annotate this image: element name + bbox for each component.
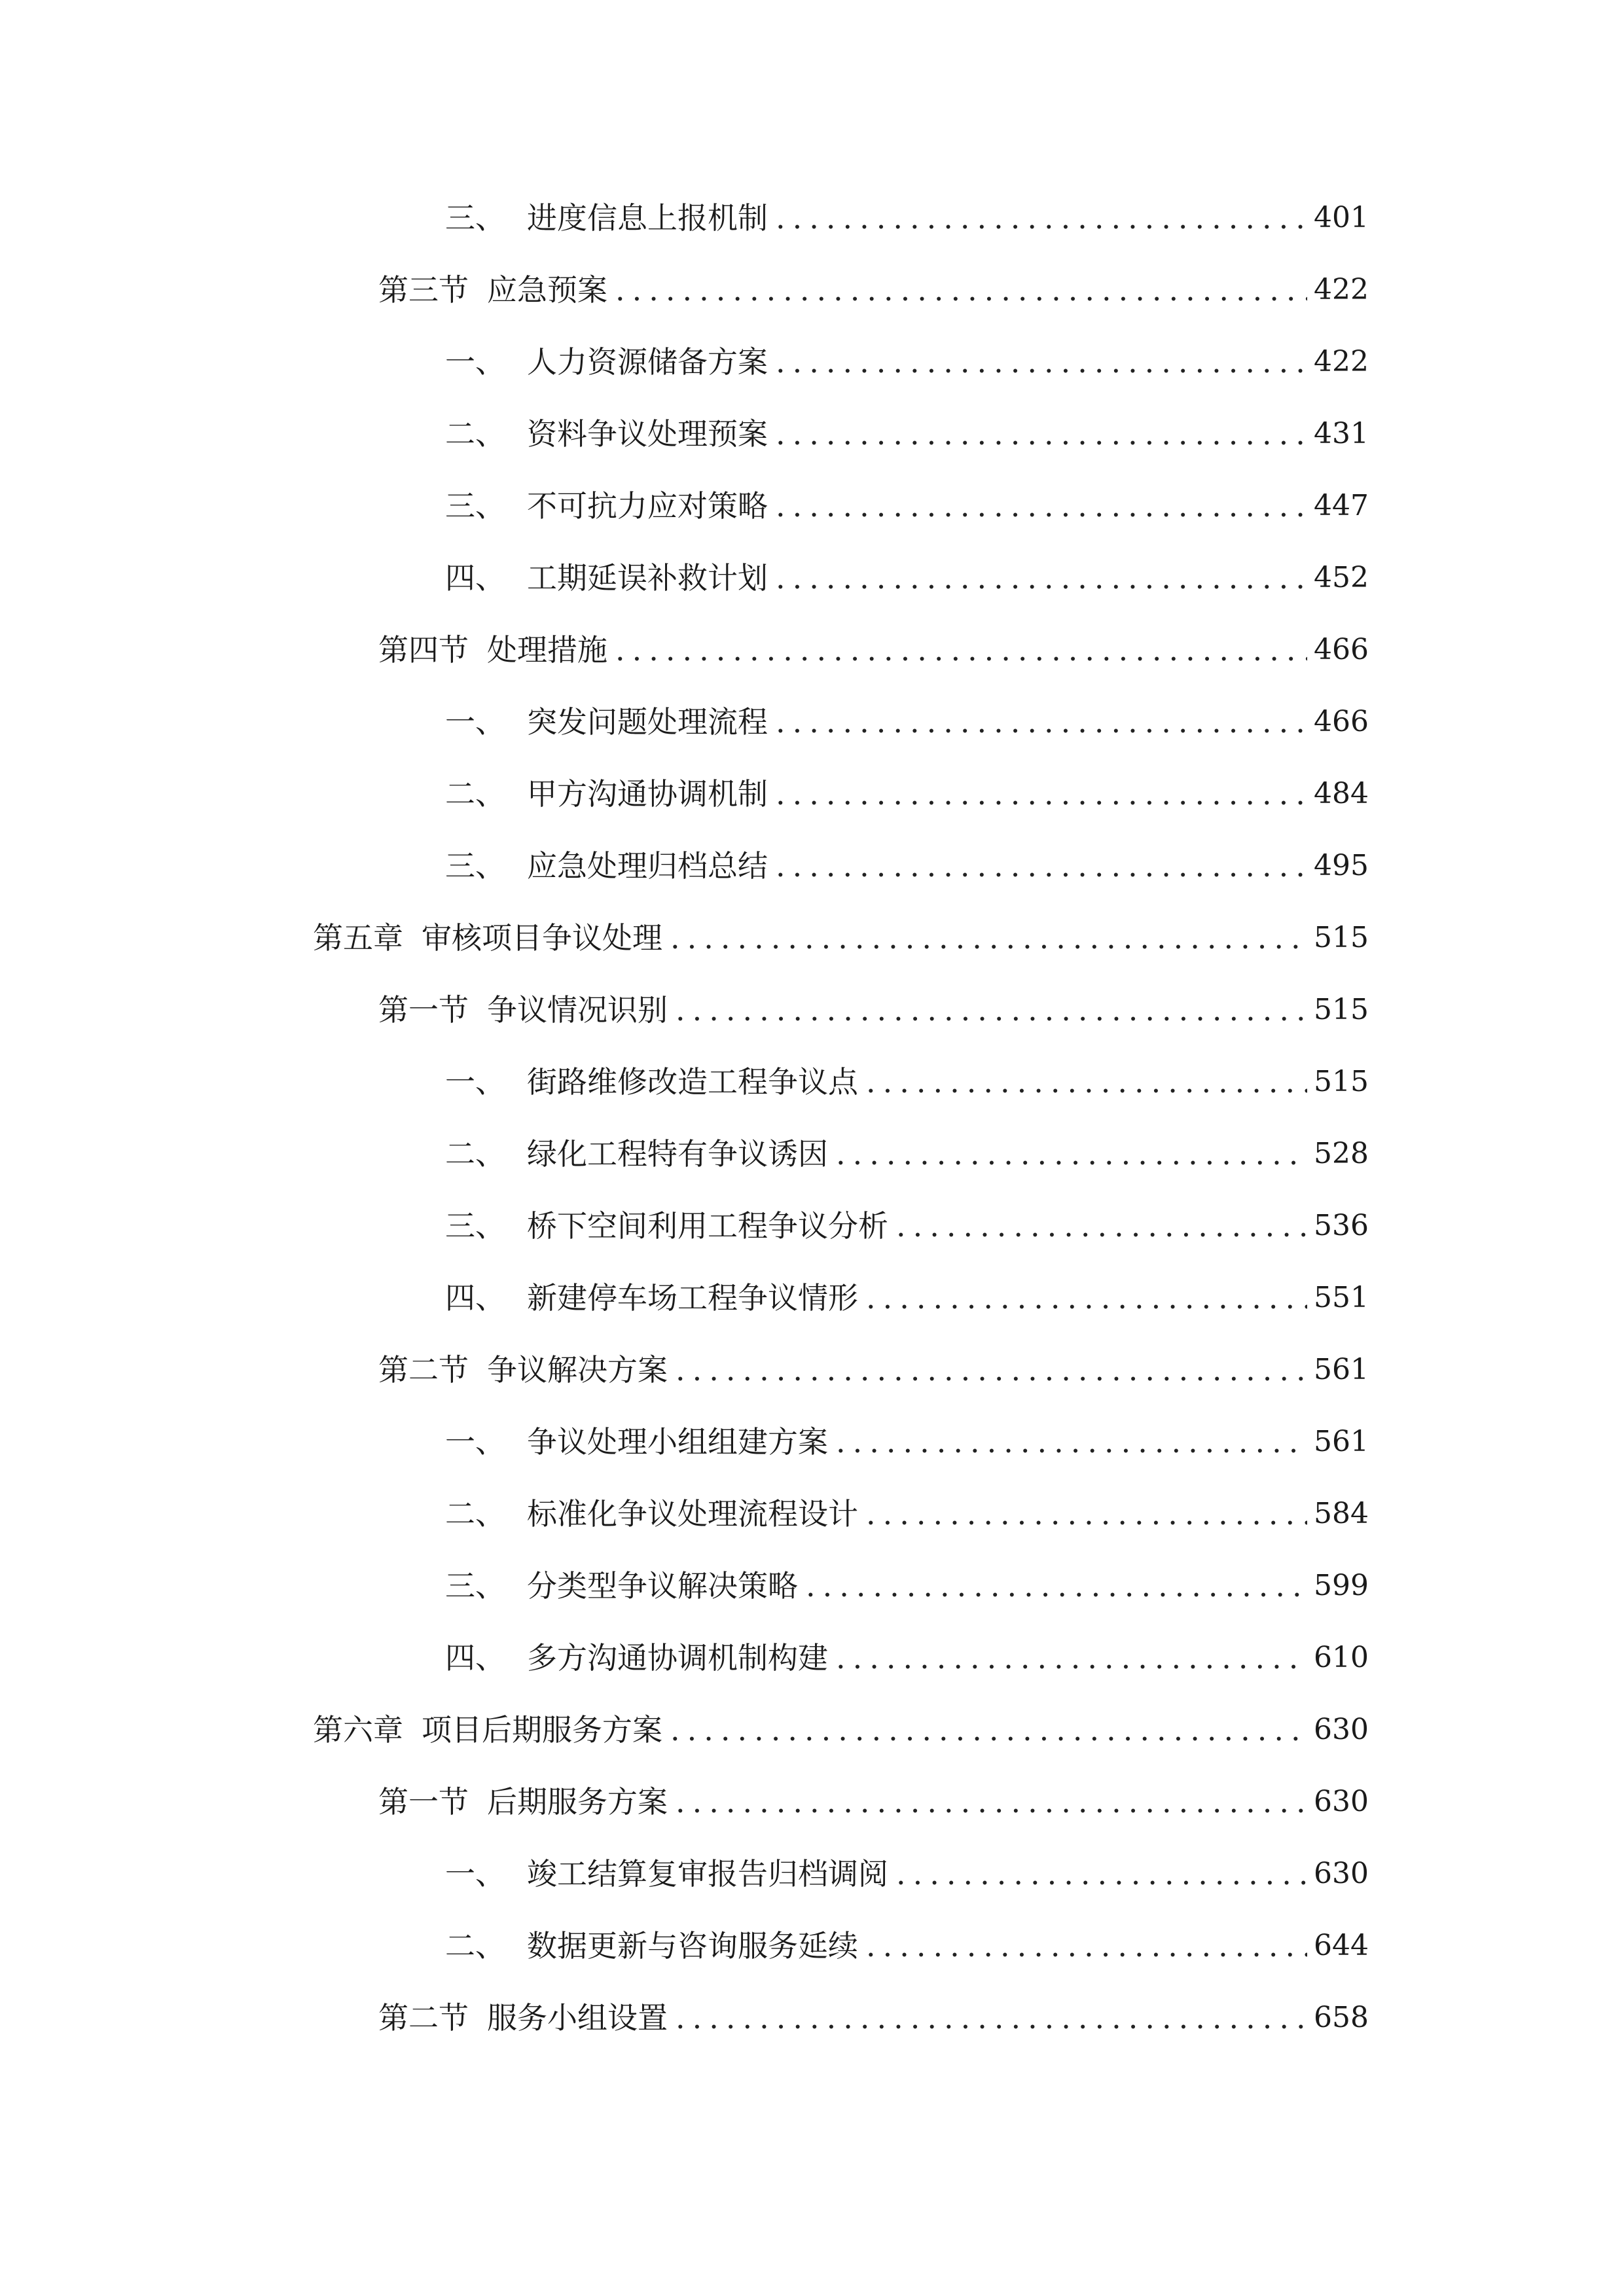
toc-entry[interactable]: [445, 1131, 1369, 1177]
toc-entry-page: 528: [1314, 1137, 1369, 1170]
toc-entry[interactable]: [445, 411, 1369, 457]
toc-entry[interactable]: [378, 1779, 1369, 1825]
toc-entry[interactable]: [445, 195, 1369, 241]
toc-dot-leader: [896, 1851, 1307, 1897]
toc-entry[interactable]: [445, 1635, 1369, 1681]
toc-entry-number: 第一节: [378, 1784, 469, 1820]
toc-entry[interactable]: [445, 555, 1369, 601]
toc-entry-title: 服务小组设置: [487, 2000, 668, 2036]
toc-entry-page: 644: [1314, 1929, 1369, 1962]
toc-entry-title: 进度信息上报机制: [527, 200, 768, 236]
toc-dot-leader: [776, 411, 1307, 457]
toc-dot-leader: [776, 555, 1307, 601]
toc-entry[interactable]: [378, 1995, 1369, 2041]
toc-entry-page: 561: [1314, 1425, 1369, 1458]
toc-dot-leader: [676, 1779, 1307, 1825]
toc-entry[interactable]: [445, 1923, 1369, 1969]
toc-entry-number: 二、: [445, 1496, 505, 1532]
toc-entry[interactable]: [445, 699, 1369, 745]
toc-entry-page: 551: [1314, 1281, 1369, 1314]
toc-entry-number: 第六章: [313, 1712, 403, 1748]
toc-entry-page: 495: [1314, 849, 1369, 882]
toc-entry-page: 422: [1314, 345, 1369, 378]
toc-entry-number: 一、: [445, 344, 505, 380]
toc-entry-title: 处理措施: [487, 632, 607, 668]
toc-entry-page: 484: [1314, 777, 1369, 810]
toc-dot-leader: [670, 915, 1307, 961]
toc-entry[interactable]: [378, 987, 1369, 1033]
toc-dot-leader: [676, 987, 1307, 1033]
toc-entry-number: 一、: [445, 1424, 505, 1460]
toc-entry-page: 447: [1314, 489, 1369, 522]
toc-entry-title: 桥下空间利用工程争议分析: [527, 1208, 888, 1244]
toc-entry-page: 561: [1314, 1353, 1369, 1386]
toc-dot-leader: [776, 195, 1307, 241]
toc-entry-title: 竣工结算复审报告归档调阅: [527, 1856, 888, 1892]
toc-entry[interactable]: [445, 843, 1369, 889]
toc-entry-page: 452: [1314, 561, 1369, 594]
toc-entry-page: 584: [1314, 1497, 1369, 1530]
toc-dot-leader: [676, 1995, 1307, 2041]
toc-entry-page: 630: [1314, 1785, 1369, 1818]
toc-entry-number: 第三节: [378, 272, 469, 308]
toc-entry-number: 三、: [445, 1568, 505, 1604]
toc-entry[interactable]: [378, 1347, 1369, 1393]
toc-entry[interactable]: [313, 915, 1369, 961]
toc-entry-title: 争议处理小组组建方案: [527, 1424, 828, 1460]
toc-entry-page: 431: [1314, 417, 1369, 450]
toc-dot-leader: [866, 1275, 1307, 1321]
toc-entry[interactable]: [445, 771, 1369, 817]
toc-entry-title: 应急预案: [487, 272, 607, 308]
toc-entry-number: 第四节: [378, 632, 469, 668]
toc-entry-page: 630: [1314, 1857, 1369, 1890]
toc-entry-number: 三、: [445, 848, 505, 884]
toc-entry-number: 四、: [445, 560, 505, 596]
toc-entry-title: 资料争议处理预案: [527, 416, 768, 452]
toc-entry-title: 分类型争议解决策略: [527, 1568, 798, 1604]
toc-entry-title: 应急处理归档总结: [527, 848, 768, 884]
toc-entry-title: 新建停车场工程争议情形: [527, 1280, 858, 1316]
toc-entry-title: 多方沟通协调机制构建: [527, 1640, 828, 1676]
toc-dot-leader: [615, 627, 1307, 673]
toc-dot-leader: [776, 771, 1307, 817]
toc-entry[interactable]: [378, 267, 1369, 313]
toc-dot-leader: [866, 1059, 1307, 1105]
toc-entry[interactable]: [445, 1851, 1369, 1897]
toc-dot-leader: [615, 267, 1307, 313]
toc-entry-title: 绿化工程特有争议诱因: [527, 1136, 828, 1172]
toc-entry-number: 二、: [445, 1136, 505, 1172]
toc-entry-number: 二、: [445, 1928, 505, 1964]
toc-entry-number: 四、: [445, 1280, 505, 1316]
toc-entry-page: 422: [1314, 273, 1369, 306]
toc-dot-leader: [866, 1923, 1307, 1969]
toc-entry-number: 二、: [445, 776, 505, 812]
toc-entry[interactable]: [378, 627, 1369, 673]
toc-entry-title: 争议解决方案: [487, 1352, 668, 1388]
toc-dot-leader: [670, 1707, 1307, 1753]
toc-dot-leader: [806, 1563, 1307, 1609]
toc-entry-number: 三、: [445, 1208, 505, 1244]
toc-dot-leader: [676, 1347, 1307, 1393]
toc-entry-page: 536: [1314, 1209, 1369, 1242]
toc-entry-page: 466: [1314, 633, 1369, 666]
toc-entry-page: 515: [1314, 921, 1369, 954]
toc-entry[interactable]: [445, 1203, 1369, 1249]
toc-entry[interactable]: [445, 483, 1369, 529]
toc-entry-page: 630: [1314, 1713, 1369, 1746]
toc-entry[interactable]: [445, 339, 1369, 385]
toc-dot-leader: [836, 1635, 1307, 1681]
toc-entry-title: 突发问题处理流程: [527, 704, 768, 740]
toc-dot-leader: [896, 1203, 1307, 1249]
toc-dot-leader: [836, 1419, 1307, 1465]
toc-entry-title: 人力资源储备方案: [527, 344, 768, 380]
toc-entry[interactable]: [445, 1491, 1369, 1537]
toc-entry-number: 第五章: [313, 920, 403, 956]
toc-entry-title: 工期延误补救计划: [527, 560, 768, 596]
toc-entry-page: 466: [1314, 705, 1369, 738]
toc-dot-leader: [836, 1131, 1307, 1177]
toc-dot-leader: [776, 843, 1307, 889]
toc-entry-page: 401: [1314, 201, 1369, 234]
toc-entry[interactable]: [445, 1419, 1369, 1465]
toc-entry[interactable]: [445, 1059, 1369, 1105]
toc-entry-page: 658: [1314, 2001, 1369, 2034]
toc-entry-number: 第二节: [378, 1352, 469, 1388]
toc-entry-number: 三、: [445, 200, 505, 236]
toc-dot-leader: [776, 699, 1307, 745]
toc-dot-leader: [866, 1491, 1307, 1537]
toc-entry-title: 后期服务方案: [487, 1784, 668, 1820]
toc-entry[interactable]: [445, 1563, 1369, 1609]
toc-entry-title: 争议情况识别: [487, 992, 668, 1028]
toc-entry-title: 不可抗力应对策略: [527, 488, 768, 524]
toc-entry-title: 项目后期服务方案: [422, 1712, 662, 1748]
toc-entry-number: 一、: [445, 1064, 505, 1100]
toc-entry-number: 三、: [445, 488, 505, 524]
toc-entry[interactable]: [445, 1275, 1369, 1321]
toc-entry-title: 数据更新与咨询服务延续: [527, 1928, 858, 1964]
toc-entry-number: 一、: [445, 704, 505, 740]
toc-entry-number: 第一节: [378, 992, 469, 1028]
toc-entry-page: 610: [1314, 1641, 1369, 1674]
toc-dot-leader: [776, 339, 1307, 385]
toc-entry-page: 599: [1314, 1569, 1369, 1602]
toc-entry[interactable]: [313, 1707, 1369, 1753]
toc-entry-title: 标准化争议处理流程设计: [527, 1496, 858, 1532]
toc-entry-number: 第二节: [378, 2000, 469, 2036]
toc-entry-number: 二、: [445, 416, 505, 452]
toc-entry-number: 四、: [445, 1640, 505, 1676]
toc-dot-leader: [776, 483, 1307, 529]
toc-entry-number: 一、: [445, 1856, 505, 1892]
toc-entry-page: 515: [1314, 1065, 1369, 1098]
toc-entry-title: 审核项目争议处理: [422, 920, 662, 956]
toc-entry-title: 街路维修改造工程争议点: [527, 1064, 858, 1100]
toc-entry-title: 甲方沟通协调机制: [527, 776, 768, 812]
toc-entry-page: 515: [1314, 993, 1369, 1026]
